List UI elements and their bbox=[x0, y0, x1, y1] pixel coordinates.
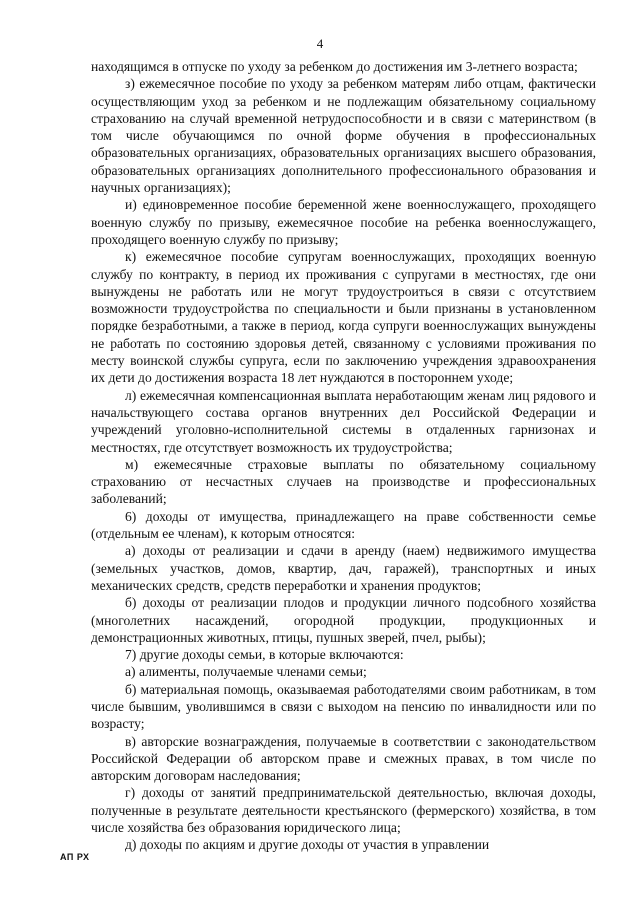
paragraph-item-m: м) ежемесячные страховые выплаты по обязательному социальному страхованию от несчастных случаев на производстве и профессиональных заболеваний; bbox=[91, 456, 596, 507]
paragraph-continuation: находящимся в отпуске по уходу за ребенком до достижения им 3-летнего возраста; bbox=[91, 59, 578, 74]
paragraph-item-6a: а) доходы от реализации и сдачи в аренду (наем) недвижимого имущества (земельных участков, домов, квартир, дач, гаражей), транспортных и иных механических средств, средств переработки и хранения продуктов; bbox=[91, 543, 596, 593]
paragraph-item-7g: г) доходы от занятий предпринимательской деятельностью, включая доходы, полученные в результате деятельности крестьянского (фермерского) хозяйства, в том числе хозяйства без образования юридического лица; bbox=[91, 785, 596, 836]
document-body bbox=[91, 58, 596, 854]
paragraph-item-l: л) ежемесячная компенсационная выплата неработающим женам лиц рядового и начальствующего состава органов внутренних дел Российской Федерации и учреждений уголовно-исполнительной системы в отдаленных гарнизонах и местностях, где отсутствует возможность их трудоустройства; bbox=[91, 387, 596, 455]
paragraph-item-z: з) ежемесячное пособие по уходу за ребенком матерям либо отцам, фактически осуществляющим уход за ребенком и не подлежащим обязательному социальному страхованию на случай временной нетрудоспособности и в связи с материнством (в том числе обучающимся по очной форме обучения в профессиональных образовательных организациях, образовательных организациях высшего образования, образовательных организациях дополнительного профессионального образования и научных организациях); bbox=[91, 76, 596, 196]
paragraph-item-6b: б) доходы от реализации плодов и продукции личного подсобного хозяйства (многолетних насаждений, огородной продукции, продукционных и демонстрационных животных, птицы, пушных зверей, пчел, рыбы); bbox=[91, 595, 596, 645]
paragraph-item-7d: д) доходы по акциям и другие доходы от участия в управлении bbox=[125, 837, 490, 853]
paragraph-item-7: 7) другие доходы семьи, в которые включаются: bbox=[125, 647, 404, 663]
paragraph-item-6: 6) доходы от имущества, принадлежащего на праве собственности семье (отдельным ее членам), к которым относятся: bbox=[91, 508, 596, 542]
paragraph-item-i: и) единовременное пособие беременной жене военнослужащего, проходящего военную службу по призыву, ежемесячное пособие на ребенка военнослужащего, проходящего военную службу по призыву; bbox=[91, 197, 596, 247]
paragraph-item-7a: а) алименты, получаемые членами семьи; bbox=[125, 664, 367, 680]
paragraph-item-k: к) ежемесячное пособие супругам военнослужащих, проходящих военную службу по контракту, в период их проживания с супругами в местностях, где они вынуждены не работать или не могут трудоустроиться в связи с отсутствием возможности трудоустройства по специальности и были признаны в установленном порядке безработными, а также в период, когда супруги военнослужащих вынуждены не работать по состоянию здоровья детей, связанному с условиями проживания по месту воинской службы супруга, если по заключению учреждения здравоохранения их дети до достижения возраста 18 лет нуждаются в постороннем уходе; bbox=[91, 249, 596, 386]
footer-code: АП РХ bbox=[60, 852, 90, 862]
page-number: 4 bbox=[316, 36, 324, 51]
paragraph-item-7v: в) авторские вознаграждения, получаемые в соответствии с законодательством Российской Федерации об авторском праве и смежных правах, в том числе по авторским договорам наследования; bbox=[91, 733, 596, 784]
paragraph-item-7b: б) материальная помощь, оказываемая работодателями своим работникам, в том числе бывшим, уволившимся в связи с выходом на пенсию по инвалидности или по возрасту; bbox=[91, 681, 596, 732]
